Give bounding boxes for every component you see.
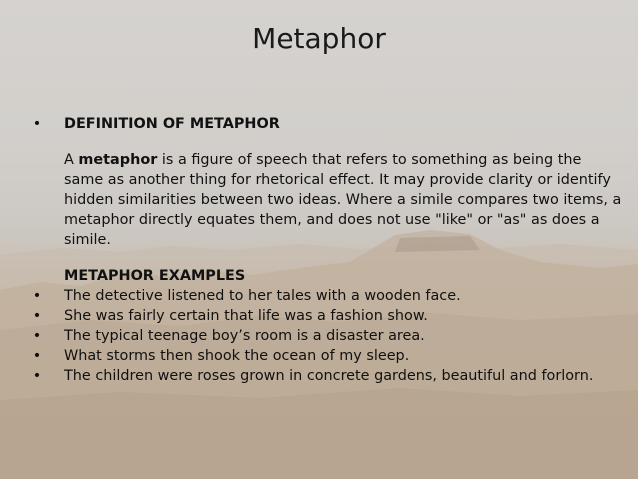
list-item	[32, 366, 622, 386]
definition-heading-item	[32, 114, 622, 134]
bullet-icon: •	[32, 348, 42, 364]
example-text: The children were roses grown in concrete gardens, beautiful and forlorn.	[64, 368, 594, 384]
list-item	[32, 346, 622, 366]
list-item	[32, 326, 622, 346]
list-item	[32, 306, 622, 326]
definition-heading: DEFINITION OF METAPHOR	[64, 116, 280, 132]
example-text: She was fairly certain that life was a fashion show.	[64, 308, 428, 324]
definition-prefix: A	[64, 152, 79, 168]
examples-heading: METAPHOR EXAMPLES	[64, 268, 246, 284]
list-item	[32, 286, 622, 306]
definition-paragraph	[32, 150, 622, 250]
bullet-icon: •	[32, 328, 42, 344]
examples-list	[32, 286, 622, 386]
bullet-icon: •	[32, 308, 42, 324]
example-text: The typical teenage boy’s room is a disaster area.	[64, 328, 425, 344]
slide-title: Metaphor	[252, 22, 386, 55]
slide-content	[32, 114, 622, 386]
bullet-icon: •	[32, 116, 42, 132]
example-text: The detective listened to her tales with a wooden face.	[64, 288, 461, 304]
bullet-icon: •	[32, 368, 42, 384]
definition-body: is a figure of speech that refers to something as being the same as another thing for rhetorical effect. It may provide clarity or identify hidden similarities between two ideas. Where a simile compares two items, a metaphor directly equates them, and does not use "like" or "as" as does a simile.	[64, 152, 622, 248]
example-text: What storms then shook the ocean of my sleep.	[64, 348, 410, 364]
definition-term: metaphor	[78, 152, 158, 168]
bullet-icon: •	[32, 288, 42, 304]
